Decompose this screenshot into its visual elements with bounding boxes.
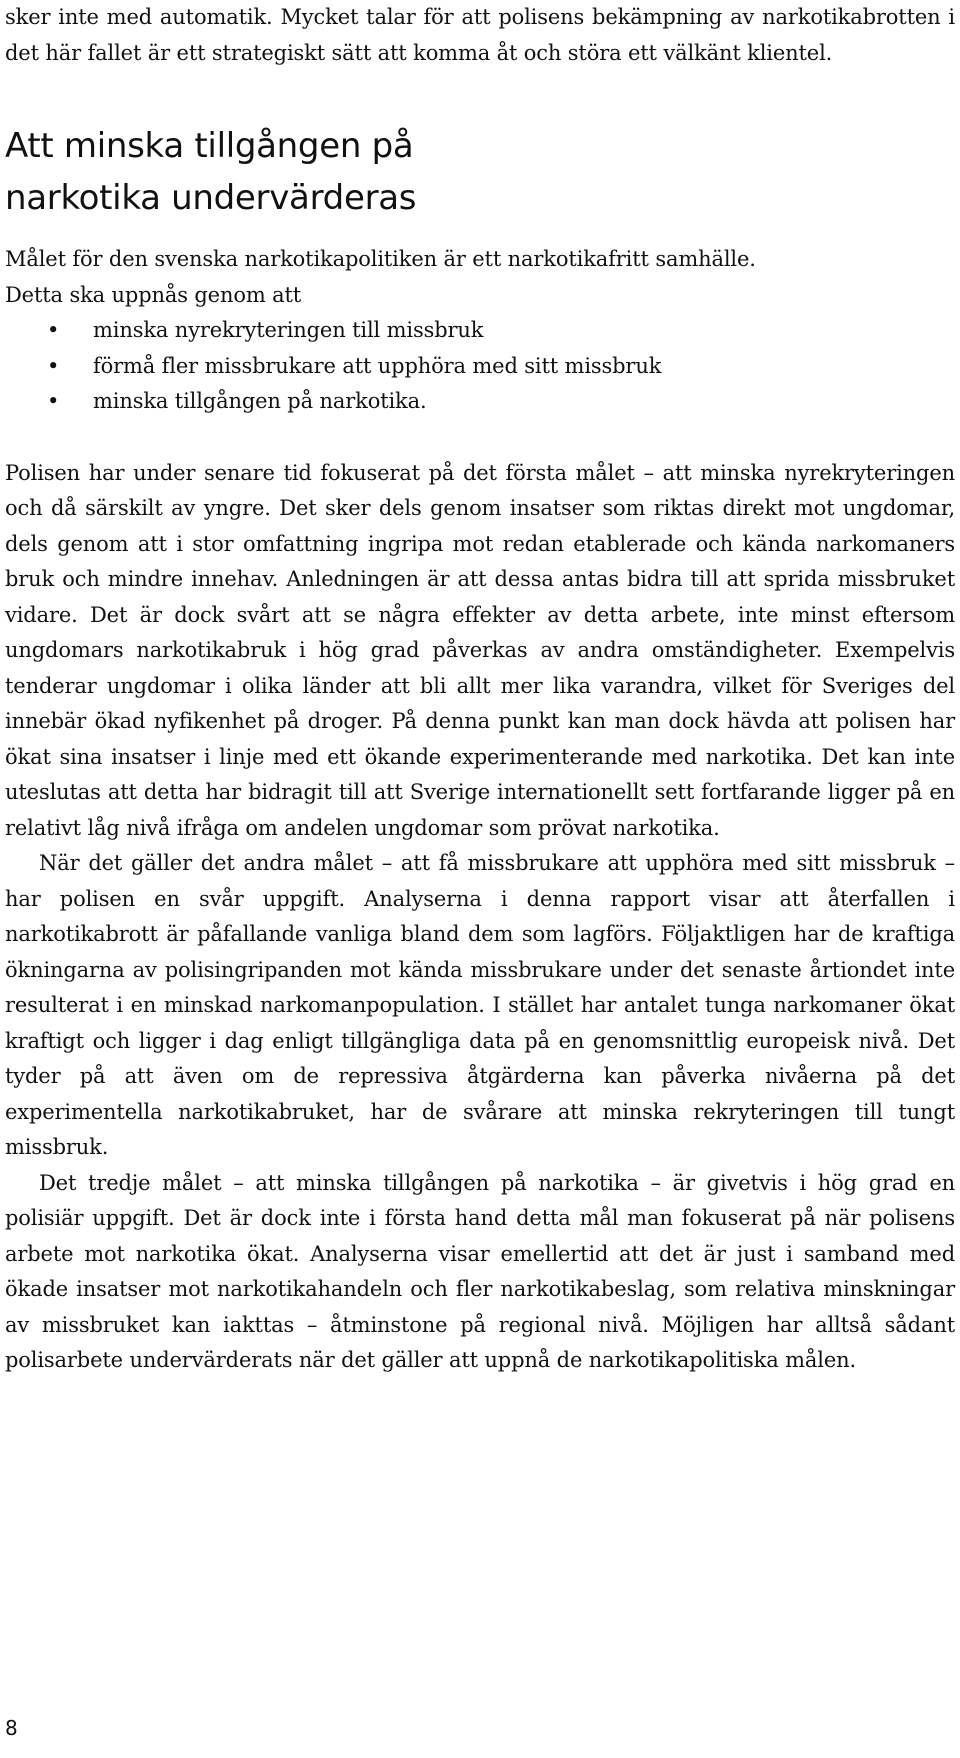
goal-paragraph-line-1: Målet för den svenska narkotikapolitiken är ett narkotikafritt samhälle. xyxy=(5,247,756,271)
bullet-item xyxy=(5,384,955,420)
section-heading-line-1: Att minska tillgången på xyxy=(5,126,414,166)
goals-bullet-list xyxy=(5,313,955,420)
bullet-item xyxy=(5,349,955,385)
bullet-icon: • xyxy=(47,389,60,413)
goal-paragraph-line-2: Detta ska uppnås genom att xyxy=(5,282,302,307)
body-paragraph-third-goal: Det tredje målet – att minska tillgången på narkotika – är givetvis i hög grad en polisiär uppgift. Det är dock inte i första hand detta mål man fokuserat på när polisens arbete mot narkotika ökat. Analyserna visar emellertid att det är just i samband med ökade insatser mot narkotikahandeln och fler narkotikabeslag, som relativa minskningar av missbruket kan iakttas – åtminstone på regional nivå. Möjligen har alltså sådant polisarbete undervärderats när det gäller att uppnå de narkotikapolitiska målen. xyxy=(5,1170,955,1372)
bullet-item-text: minska tillgången på narkotika. xyxy=(93,389,427,413)
bullet-item-text: minska nyrekryteringen till missbruk xyxy=(93,318,484,342)
section-heading-line-2: narkotika undervärderas xyxy=(5,178,417,218)
bullet-item xyxy=(5,313,955,349)
document-page xyxy=(5,0,955,1379)
body-paragraph-first-goal: Polisen har under senare tid fokuserat på det första målet – att minska nyrekryteringen och då särskilt av yngre. Det sker dels genom insatser som riktas direkt mot ungdomar, dels genom att i stor omfattning ingripa mot redan etablerade och kända narkomaners bruk och mindre innehav. Anledningen är att dessa antas bidra till att sprida missbruket vidare. Det är dock svårt att se några effekter av detta arbete, inte minst eftersom ungdomars narkotikabruk i hög grad påverkas av andra omständigheter. Exempelvis tenderar ungdomar i olika länder att bli allt mer lika varandra, vilket för Sveriges del innebär ökad nyfikenhet på droger. På denna punkt kan man dock hävda att polisen har ökat sina insatser i linje med ett ökande experimenterande med narkotika. Det kan inte uteslutas att detta har bidragit till att Sverige internationellt sett fortfarande ligger på en relativt låg nivå ifråga om andelen ungdomar som prövat narkotika. xyxy=(5,460,955,840)
body-paragraph-second-goal: När det gäller det andra målet – att få missbrukare att upphöra med sitt missbruk – har polisen en svår uppgift. Analyserna i denna rapport visar att återfallen i narkotikabrott är påfallande vanliga bland dem som lagförs. Följaktligen har de kraftiga ökningarna av polisingripanden mot kända missbrukare under det senaste årtiondet inte resulterat i en minskad narkomanpopulation. I stället har antalet tunga narkomaner ökat kraftigt och ligger i dag enligt tillgängliga data på en genomsnittlig europeisk nivå. Det tyder på att även om de repressiva åtgärderna kan påverka nivåerna på det experimentella narkotikabruket, har de svårare att minska rekryteringen till tungt missbruk. xyxy=(5,851,955,1159)
bullet-item-text: förmå fler missbrukare att upphöra med sitt missbruk xyxy=(93,353,662,378)
intro-paragraph: sker inte med automatik. Mycket talar för att polisens bekämpning av narkotikabrotten i det här fallet är ett strategiskt sätt att komma åt och störa ett välkänt klientel. xyxy=(5,5,955,65)
bullet-icon: • xyxy=(47,318,60,342)
bullet-icon: • xyxy=(47,353,60,378)
page-number: 8 xyxy=(5,1716,18,1740)
section-heading xyxy=(5,120,955,224)
goal-paragraph xyxy=(5,242,955,313)
